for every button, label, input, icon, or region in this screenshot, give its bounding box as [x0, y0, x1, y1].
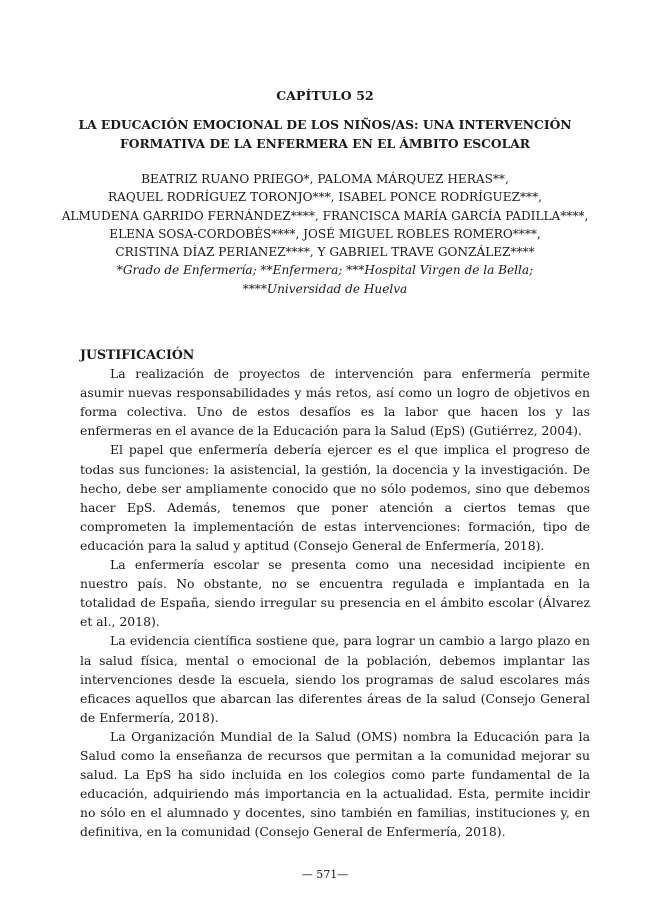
author-line: ELENA SOSA-CORDOBÉS****, JOSÉ MIGUEL ROBLES ROMERO****,: [109, 226, 541, 241]
paragraph: El papel que enfermería debería ejercer es el que implica el progreso de todas sus funciones: la asistencial, la gestión, la docencia y la investigación. De hecho, debe ser ampliamente conocido que no sólo podemos, sino que debemos hacer EpS. Además, tenemos que poner atención a ciertos temas que comprometen la implementación de estas intervenciones: formación, tipo de educación para la salud y aptitud (Consejo General de Enfermería, 2018).: [80, 442, 590, 553]
section-heading: JUSTIFICACIÓN: [80, 347, 195, 362]
paragraph: La Organización Mundial de la Salud (OMS) nombra la Educación para la Salud como la enseñanza de recursos que permitan a la comunidad mejorar su salud. La EpS ha sido incluida en los colegios como parte fundamental de la educación, adquiriendo más importancia en la actualidad. Esta, permite incidir no sólo en el alumnado y docentes, sino también en familias, instituciones y, en definitiva, en la comunidad (Consejo General de Enfermería, 2018).: [80, 728, 590, 840]
paragraph: La realización de proyectos de intervención para enfermería permite asumir nuevas responsabilidades y más retos, así como un logro de objetivos en forma colectiva. Uno de estos desafíos es la labor que hacen los y las enfermeras en el avance de la Educación para la Salud (EpS) (Gutiérrez, 2004).: [80, 366, 590, 439]
author-line: BEATRIZ RUANO PRIEGO*, PALOMA MÁRQUEZ HERAS**,: [141, 172, 509, 186]
author-line: CRISTINA DÍAZ PERIANEZ****, Y GABRIEL TRAVE GONZÁLEZ****: [115, 245, 535, 260]
body-text: [80, 345, 590, 841]
chapter-label: CAPÍTULO 52: [276, 88, 374, 103]
author-block: [40, 170, 610, 298]
affiliation-line: *Grado de Enfermería; **Enfermera; ***Hospital Virgen de la Bella;: [116, 263, 534, 278]
page-number: — 571—: [301, 868, 349, 881]
paragraph: La enfermería escolar se presenta como una necesidad incipiente en nuestro país. No obstante, no se encuentra regulada e implantada en la totalidad de España, siendo irregular su presencia en el ámbito escolar (Álvarez et al., 2018).: [80, 557, 590, 630]
paragraph: La evidencia científica sostiene que, para lograr un cambio a largo plazo en la salud física, mental o emocional de la población, debemos implantar las intervenciones desde la escuela, siendo los programas de salud escolares más eficaces aquellos que abarcan las diferentes áreas de la salud (Consejo General de Enfermería, 2018).: [80, 633, 590, 725]
chapter-title: LA EDUCACIÓN EMOCIONAL DE LOS NIÑOS/AS: UNA INTERVENCIÓN FORMATIVA DE LA ENFERMERA EN EL ÁMBITO ESCOLAR: [78, 117, 572, 151]
author-line: ALMUDENA GARRIDO FERNÁNDEZ****, FRANCISCA MARÍA GARCÍA PADILLA****,: [61, 208, 589, 223]
affiliation-line: ****Universidad de Huelva: [242, 281, 408, 296]
author-line: RAQUEL RODRÍGUEZ TORONJO***, ISABEL PONCE RODRÍGUEZ***,: [108, 190, 542, 205]
